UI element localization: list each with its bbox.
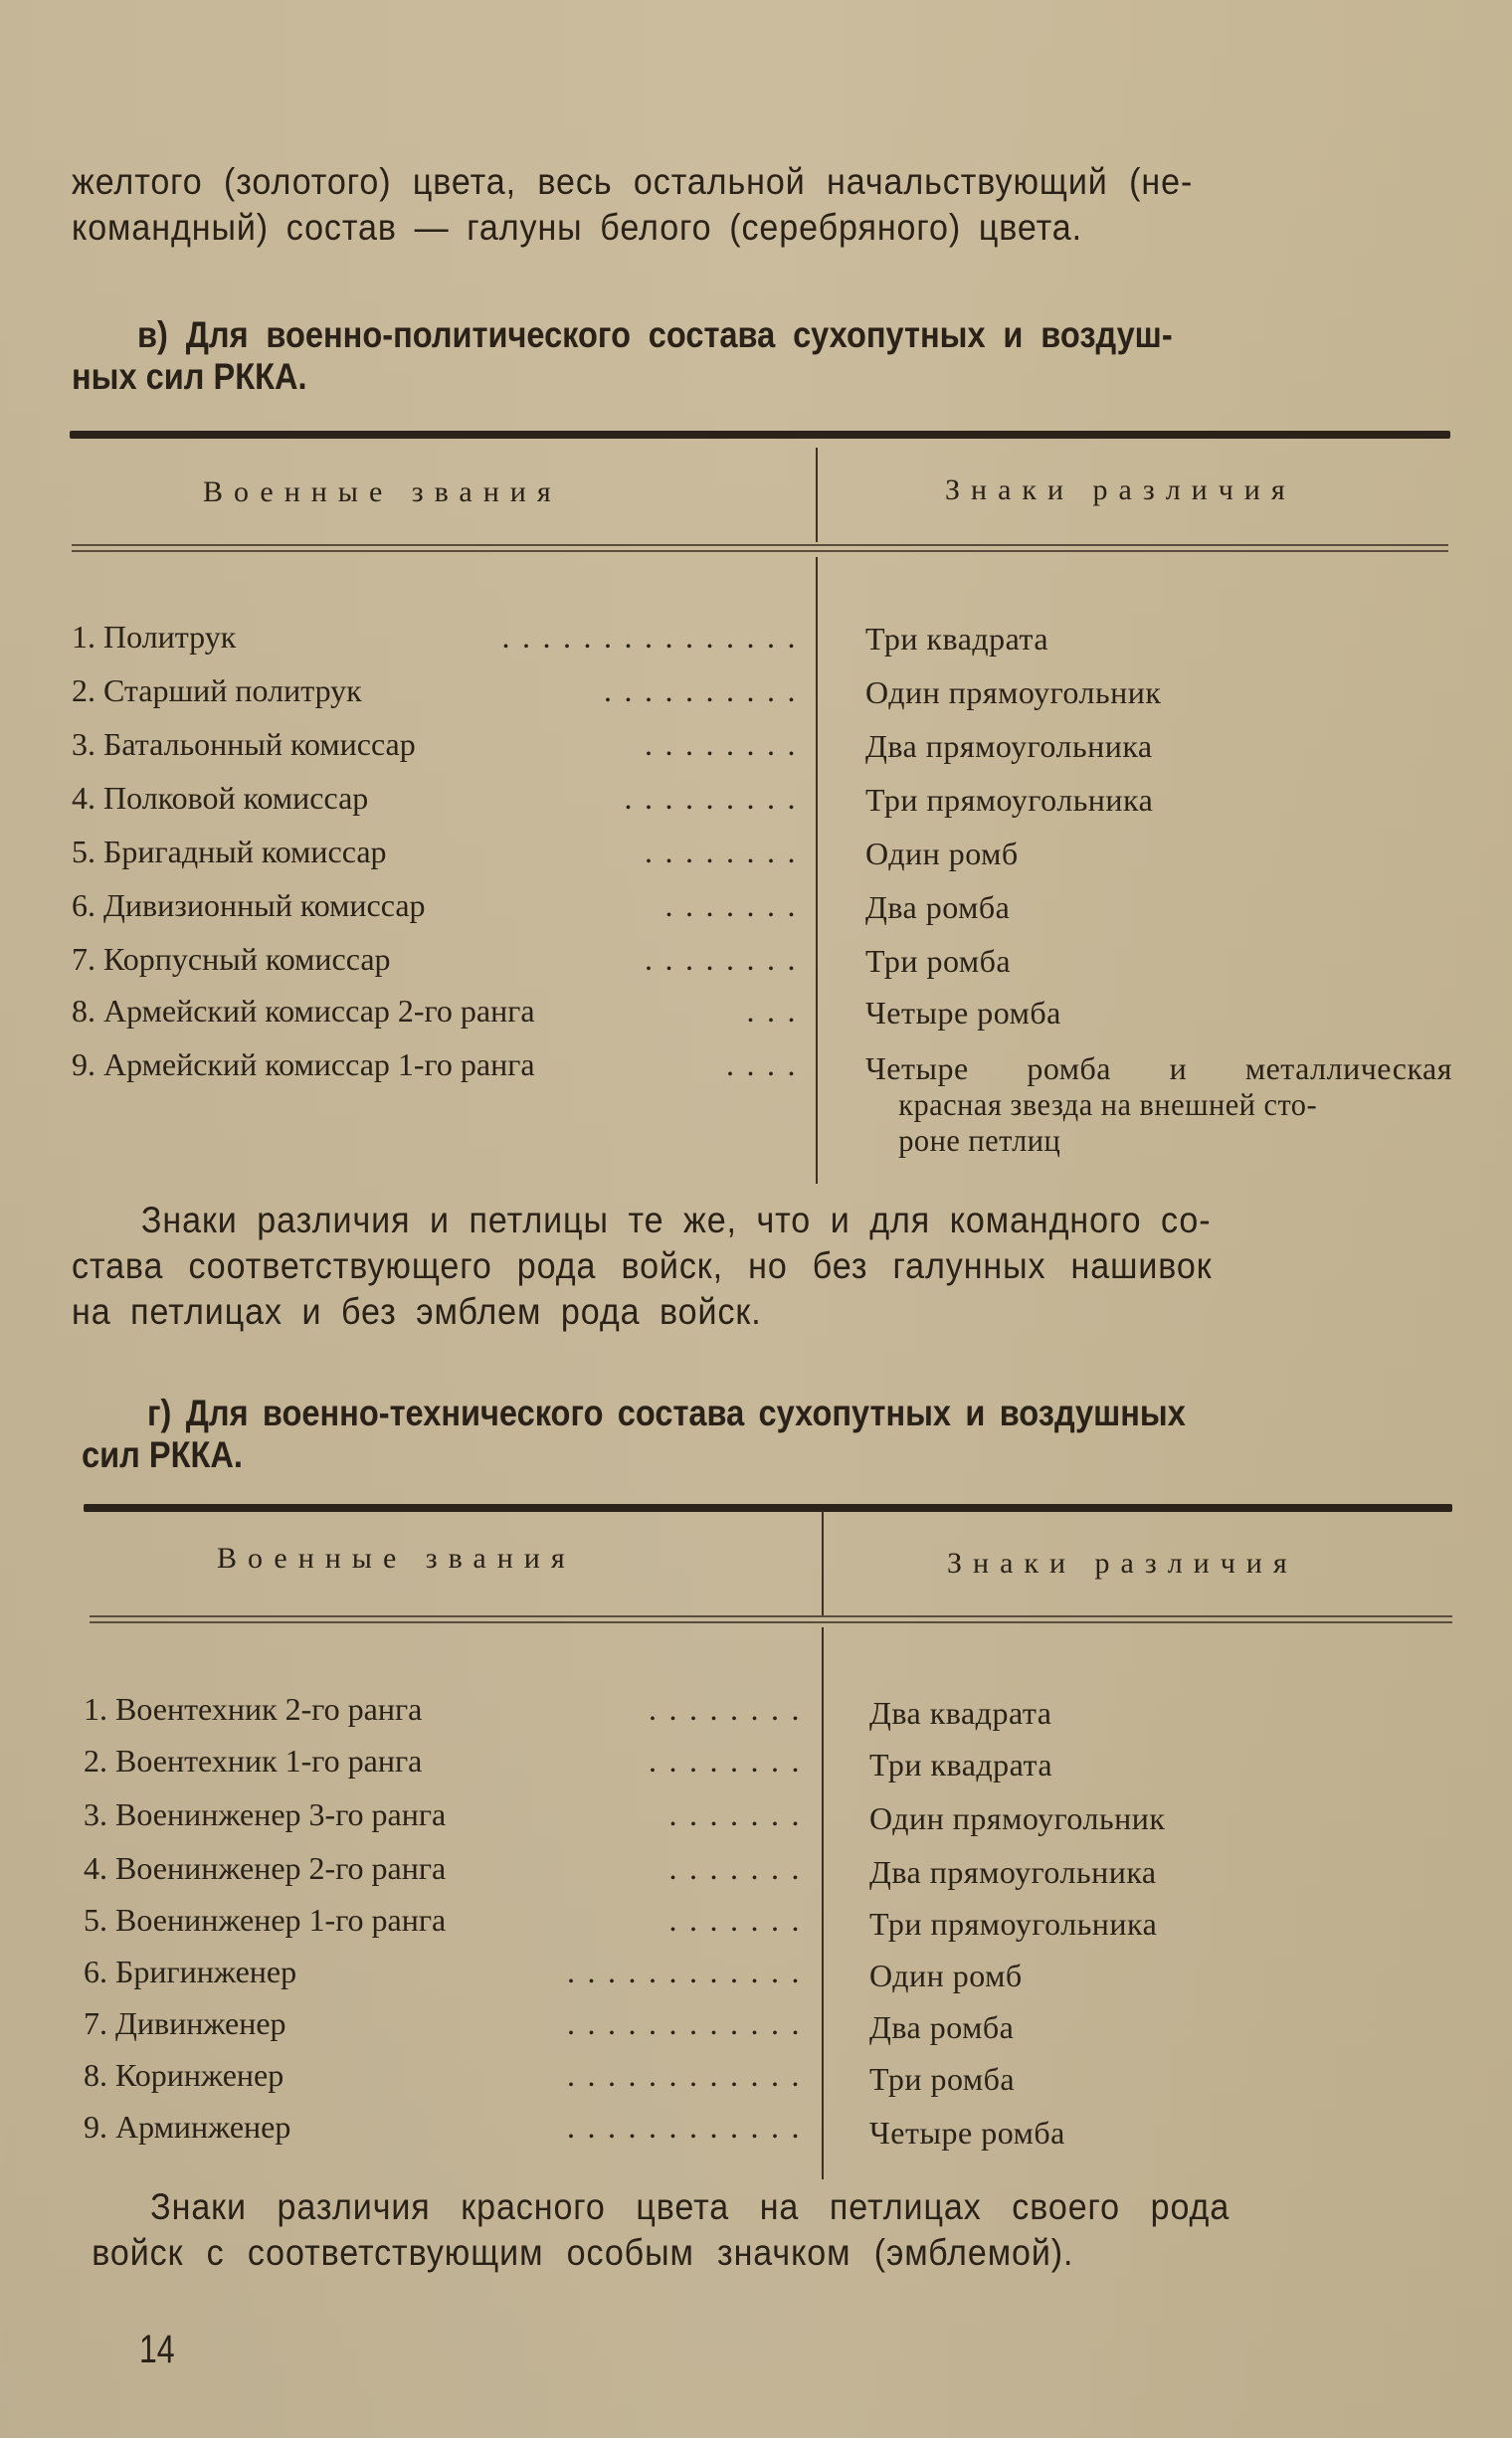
column-header-ranks: Военные звания — [217, 1542, 576, 1575]
leader-dots: ........ — [645, 941, 808, 977]
table-header-rule — [90, 1615, 1452, 1623]
section-g-heading — [147, 1393, 1186, 1434]
table-row-insignia: Три прямоугольника — [865, 782, 1154, 818]
leader-dots: ....... — [668, 1902, 812, 1938]
section-v-heading-cont — [72, 356, 307, 398]
column-header-ranks: Военные звания — [203, 475, 562, 508]
table-row-rank: 5. Военинженер 1-го ранга ....... — [84, 1902, 812, 1938]
table-row-insignia: Два ромба — [869, 2009, 1015, 2045]
leader-dots: ........ — [645, 834, 808, 869]
table-row-rank: 3. Военинженер 3-го ранга ....... — [84, 1796, 812, 1832]
table-row-insignia: Два прямоугольника — [869, 1854, 1157, 1890]
table-row-rank: 1. Политрук ............... — [72, 619, 808, 655]
table-header-rule — [72, 544, 1448, 552]
table-row-rank: 8. Коринженер ............ — [84, 2057, 812, 2093]
leader-dots: ............ — [567, 2109, 812, 2145]
section-g-note — [72, 2184, 1444, 2276]
leader-dots: ............ — [567, 2005, 812, 2041]
paragraph-line: на петлицах и без эмблем рода войск. — [72, 1291, 762, 1332]
leader-dots: ....... — [668, 1796, 812, 1832]
leader-dots: ......... — [624, 780, 808, 816]
table-row-insignia: Четыре ромба — [869, 2115, 1065, 2151]
table-row-rank: 6. Дивизионный комиссар ....... — [72, 887, 808, 923]
column-header-insignia: Знаки различия — [947, 1547, 1298, 1580]
paragraph-line: Знаки различия красного цвета на петлицах своего рода — [150, 2186, 1230, 2227]
table-row-insignia: Один прямоугольник — [865, 674, 1162, 710]
heading-line: сил РККА. — [82, 1434, 243, 1475]
table-row-insignia: Два квадрата — [869, 1695, 1052, 1731]
table-row-rank: 9. Арминженер ............ — [84, 2109, 812, 2145]
table-row-insignia: Три квадрата — [865, 621, 1049, 656]
table-row-insignia: Три ромба — [865, 943, 1012, 979]
leader-dots: ........ — [649, 1743, 812, 1779]
intro-paragraph — [72, 159, 1444, 251]
leader-dots: ....... — [668, 1850, 812, 1886]
leader-dots: .... — [726, 1046, 808, 1082]
table-row-insignia: Три ромба — [869, 2061, 1016, 2097]
leader-dots: ........ — [645, 726, 808, 762]
leader-dots: ............ — [567, 2057, 812, 2093]
section-v-note — [72, 1198, 1444, 1335]
section-v-heading — [137, 314, 1173, 356]
table-top-rule — [70, 431, 1450, 439]
table-column-divider — [822, 1627, 824, 2179]
paragraph-line: войск с соответствующим особым значком (эмблемой). — [92, 2232, 1074, 2273]
paragraph-line: става соответствующего рода войск, но без галунных нашивок — [72, 1245, 1213, 1286]
paragraph-line: желтого (золотого) цвета, весь остальной начальствующий (не- — [72, 161, 1194, 202]
table-row-rank: 4. Полковой комиссар ......... — [72, 780, 808, 816]
table-row-rank: 7. Корпусный комиссар ........ — [72, 941, 808, 977]
table-row-insignia: Один ромб — [869, 1958, 1023, 1993]
table-row-rank: 6. Бригинженер ............ — [84, 1954, 812, 1989]
table-row-insignia: Один ромб — [865, 836, 1019, 871]
paragraph-line: командный) состав — галуны белого (серебряного) цвета. — [72, 207, 1082, 248]
leader-dots: ....... — [664, 887, 808, 923]
table-row-insignia: Три прямоугольника — [869, 1906, 1158, 1942]
table-row-rank: 7. Дивинженер ............ — [84, 2005, 812, 2041]
table-row-insignia: Четыре ромба и металлическая красная звезда на внешней сто- роне петлиц — [865, 1050, 1452, 1158]
table-row-rank: 5. Бригадный комиссар ........ — [72, 834, 808, 869]
column-header-insignia: Знаки различия — [945, 473, 1296, 506]
table-column-divider — [816, 557, 818, 1184]
table-row-insignia: Четыре ромба — [865, 995, 1061, 1031]
table-row-rank: 8. Армейский комиссар 2-го ранга ... — [72, 993, 808, 1029]
page-number: 14 — [139, 2328, 175, 2371]
table-row-rank: 2. Старший политрук .......... — [72, 672, 808, 708]
leader-dots: .......... — [604, 672, 808, 708]
table-row-insignia: Один прямоугольник — [869, 1800, 1166, 1836]
table-row-rank: 2. Воентехник 1-го ранга ........ — [84, 1743, 812, 1779]
table-row-rank: 3. Батальонный комиссар ........ — [72, 726, 808, 762]
table-row-insignia: Два ромба — [865, 889, 1011, 925]
heading-line: ных сил РККА. — [72, 356, 307, 397]
leader-dots: ... — [746, 993, 808, 1029]
table-column-divider — [822, 1510, 824, 1617]
table-top-rule — [84, 1504, 1452, 1512]
leader-dots: ........ — [649, 1691, 812, 1727]
paragraph-line: Знаки различия и петлицы те же, что и для командного со- — [140, 1200, 1212, 1240]
heading-line: г) Для военно-технического состава сухопутных и воздушных — [147, 1393, 1186, 1433]
table-row-rank: 9. Армейский комиссар 1-го ранга .... — [72, 1046, 808, 1082]
section-g-heading-cont — [82, 1434, 243, 1476]
table-row-rank: 1. Воентехник 2-го ранга ........ — [84, 1691, 812, 1727]
heading-line: в) Для военно-политического состава сухопутных и воздуш- — [137, 314, 1173, 355]
table-row-rank: 4. Военинженер 2-го ранга ....... — [84, 1850, 812, 1886]
table-row-insignia: Три квадрата — [869, 1747, 1053, 1782]
table-column-divider — [816, 448, 818, 542]
leader-dots: ............... — [501, 619, 808, 655]
leader-dots: ............ — [567, 1954, 812, 1989]
table-row-insignia: Два прямоугольника — [865, 728, 1153, 764]
